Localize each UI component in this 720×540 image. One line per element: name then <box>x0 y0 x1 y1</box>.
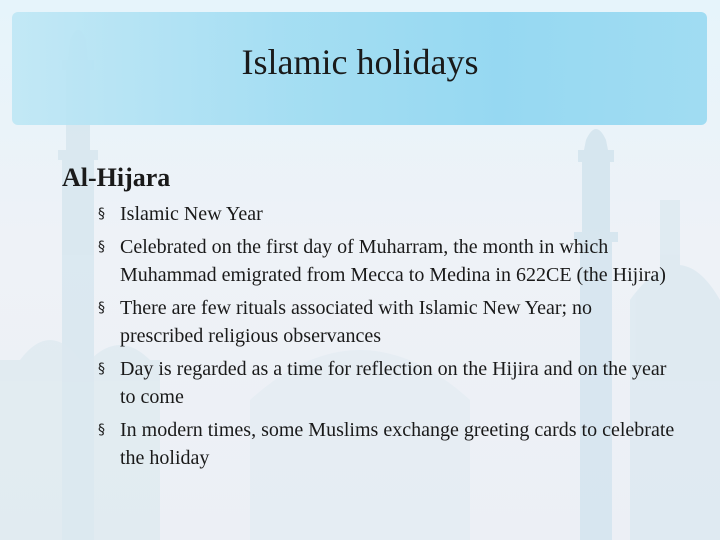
slide-title: Islamic holidays <box>241 42 479 82</box>
bullet-item <box>98 200 678 229</box>
bullet-text: In modern times, some Muslims exchange greeting cards to celebrate the holiday <box>120 418 675 469</box>
bullet-marker-icon: § <box>98 206 105 222</box>
bullet-marker-icon: § <box>98 421 105 438</box>
bullet-text: There are few rituals associated with Islamic New Year; no prescribed religious observances <box>120 296 593 347</box>
bullet-marker-icon: § <box>98 299 105 316</box>
bullet-item <box>98 416 678 473</box>
section-heading: Al-Hijara <box>62 163 171 192</box>
bullet-text: Celebrated on the first day of Muharram, the month in which Muhammad emigrated from Mecca to Medina in 622CE (the Hijira) <box>120 235 666 286</box>
bullet-marker-icon: § <box>98 360 105 377</box>
bullet-item <box>98 233 678 290</box>
bullet-text: Day is regarded as a time for reflection on the Hijira and on the year to come <box>120 357 667 408</box>
bullet-list <box>98 200 678 477</box>
bullet-text: Islamic New Year <box>120 203 263 225</box>
bullet-marker-icon: § <box>98 238 105 255</box>
bullet-item <box>98 294 678 351</box>
bullet-item <box>98 355 678 412</box>
